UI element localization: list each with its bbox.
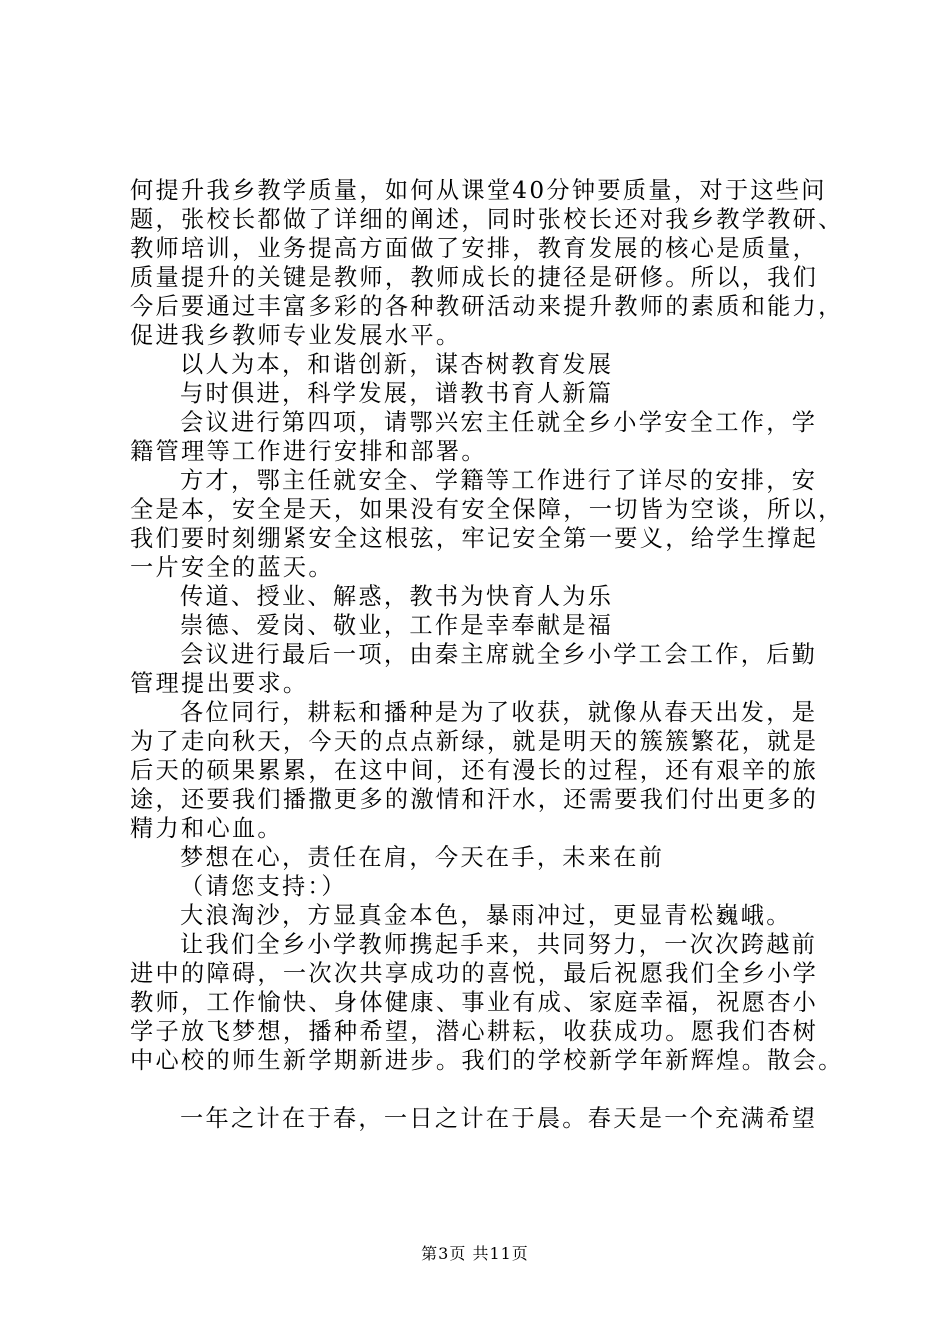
text-line: 进中的障碍，一次次共享成功的喜悦，最后祝愿我们全乡小学 <box>130 960 819 987</box>
text-line: 质量提升的关键是教师，教师成长的捷径是研修。所以，我们 <box>130 264 819 291</box>
text-line: 一片安全的蓝天。 <box>130 554 334 581</box>
text-line: 会议进行第四项，请鄂兴宏主任就全乡小学安全工作，学 <box>180 409 818 436</box>
text-line: 促进我乡教师专业发展水平。 <box>130 322 462 349</box>
paragraph-gap <box>130 1075 835 1104</box>
text-line: 教师培训，业务提高方面做了安排，教育发展的核心是质量， <box>130 235 819 262</box>
text-line: 与时俱进，科学发展，谱教书育人新篇 <box>180 380 614 407</box>
text-line: 全是本，安全是天，如果没有安全保障，一切皆为空谈，所以， <box>130 496 844 523</box>
text-line: 学子放飞梦想，播种希望，潜心耕耘，收获成功。愿我们杏树 <box>130 1018 819 1045</box>
text-line: 各位同行，耕耘和播种是为了收获，就像从春天出发，是 <box>180 699 818 726</box>
text-line: 籍管理等工作进行安排和部署。 <box>130 438 487 465</box>
text-line: 管理提出要求。 <box>130 670 309 697</box>
page-footer: 第3页 共11页 <box>421 1244 529 1263</box>
text-line: 让我们全乡小学教师携起手来，共同努力，一次次跨越前 <box>180 931 818 958</box>
text-line: 以人为本，和谐创新，谋杏树教育发展 <box>180 351 614 378</box>
text-line: （请您支持：） <box>180 873 347 900</box>
text-line: 题，张校长都做了详细的阐述，同时张校长还对我乡教学教研、 <box>130 206 844 233</box>
text-line: 会议进行最后一项，由秦主席就全乡小学工会工作，后勤 <box>180 641 818 668</box>
text-line: 教师，工作愉快、身体健康、事业有成、家庭幸福，祝愿杏小 <box>130 989 819 1016</box>
text-line: 一年之计在于春，一日之计在于晨。春天是一个充满希望 <box>180 1105 818 1132</box>
text-line: 途，还要我们播撒更多的激情和汗水，还需要我们付出更多的 <box>130 786 819 813</box>
text-line: 中心校的师生新学期新进步。我们的学校新学年新辉煌。散会。 <box>130 1047 844 1074</box>
text-line: 方才，鄂主任就安全、学籍等工作进行了详尽的安排，安 <box>180 467 818 494</box>
text-line: 何提升我乡教学质量，如何从课堂40分钟要质量，对于这些问 <box>130 177 827 204</box>
text-line: 梦想在心，责任在肩，今天在手，未来在前 <box>180 844 665 871</box>
text-line: 崇德、爱岗、敬业，工作是幸奉献是福 <box>180 612 614 639</box>
text-line: 为了走向秋天，今天的点点新绿，就是明天的簇簇繁花，就是 <box>130 728 819 755</box>
text-line: 精力和心血。 <box>130 815 283 842</box>
text-line: 大浪淘沙，方显真金本色，暴雨冲过，更显青松巍峨。 <box>180 902 792 929</box>
text-line: 传道、授业、解惑，教书为快育人为乐 <box>180 583 614 610</box>
text-line: 我们要时刻绷紧安全这根弦，牢记安全第一要义，给学生撑起 <box>130 525 819 552</box>
text-line: 今后要通过丰富多彩的各种教研活动来提升教师的素质和能力， <box>130 293 844 320</box>
document-body <box>130 176 844 1133</box>
text-line: 后天的硕果累累，在这中间，还有漫长的过程，还有艰辛的旅 <box>130 757 819 784</box>
